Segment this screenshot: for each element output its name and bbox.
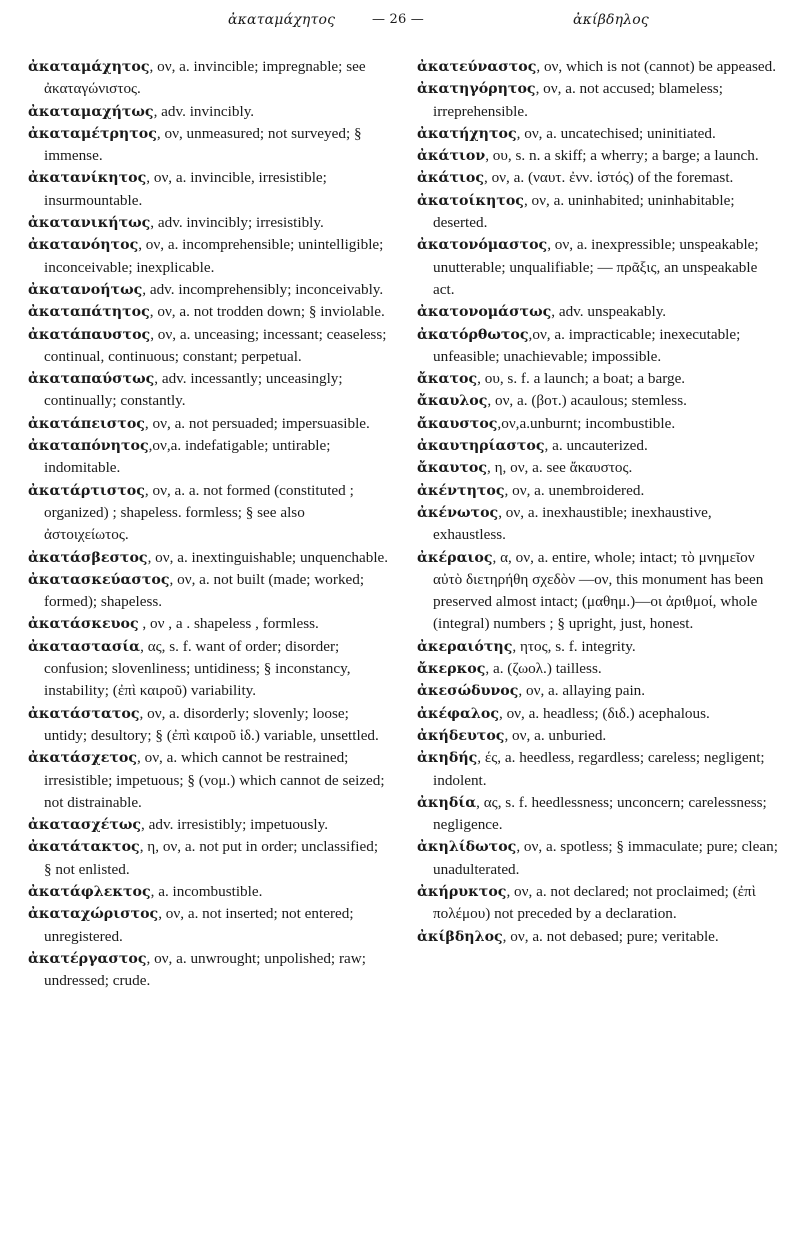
entry-headword: ἀκατάπαυστος xyxy=(28,326,151,343)
right-column xyxy=(417,56,778,992)
entry-definition: ,ον,a.unburnt; incombustible. xyxy=(497,414,676,432)
dictionary-entry xyxy=(417,123,778,145)
entry-definition: , ον, a. a. not formed (constituted ; organized) ; shapeless. formless; § see also ἀστοιχείωτος. xyxy=(44,481,354,544)
entry-definition: , ον, a. incomprehensible; unintelligible; inconceivable; inexplicable. xyxy=(44,236,384,276)
dictionary-entry xyxy=(417,78,778,123)
entry-definition: , ου, s. f. a launch; a boat; a barge. xyxy=(477,370,686,388)
entry-definition: , a. incombustible. xyxy=(150,882,263,900)
entry-headword: ἀκηδής xyxy=(417,750,478,767)
dictionary-entry xyxy=(417,368,778,390)
entry-definition: , ον, a. not debased; pure; veritable. xyxy=(502,927,719,945)
dictionary-entry xyxy=(417,747,778,792)
entry-definition: , ον, a. (βοτ.) acaulous; stemless. xyxy=(487,392,687,410)
entry-definition: , ον, a. inexhaustible; inexhaustive, exhaustless. xyxy=(433,503,712,544)
dictionary-entry xyxy=(417,725,778,747)
entry-definition: , ον, a. unembroidered. xyxy=(504,481,645,499)
entry-headword: ἀκαταπόνητος xyxy=(28,438,149,455)
entry-headword: ἀκατανίκητος xyxy=(28,170,147,187)
entry-headword: ἀκίβδηλος xyxy=(417,928,503,945)
entry-headword: ἀκατασχέτως xyxy=(28,817,142,834)
entry-definition: , ον, a. uncatechised; uninitiated. xyxy=(516,124,716,142)
entry-definition: , ον, a. not inserted; not entered; unregistered. xyxy=(44,905,354,945)
dictionary-entry xyxy=(417,547,778,636)
entry-headword: ἀκατασκεύαστος xyxy=(28,571,170,588)
dictionary-entry xyxy=(417,457,778,479)
entry-headword: ἀκατάσκευος xyxy=(28,616,139,633)
entry-headword: ἄκαυλος xyxy=(417,393,488,410)
dictionary-entry xyxy=(417,792,778,837)
entry-headword: ἀκαυτηρίαστος xyxy=(417,438,545,455)
entry-headword: ἀκηλίδωτος xyxy=(417,839,517,856)
entry-definition: , ον, a. inextinguishable; unquenchable. xyxy=(147,548,389,566)
dictionary-entry xyxy=(28,948,389,993)
entry-definition: , ον, a. (ναυτ. ἐνν. ἱστός) of the foremast. xyxy=(483,169,734,187)
entry-definition: , adv. invincibly. xyxy=(153,102,255,120)
dictionary-entry xyxy=(417,413,778,435)
entry-definition: , ον, a. uninhabited; uninhabitable; deserted. xyxy=(433,191,735,232)
entry-headword: ἀκατέργαστος xyxy=(28,950,147,967)
entry-headword: ἀκατάσχετος xyxy=(28,750,137,767)
entry-headword: ἀκάτιος xyxy=(417,170,484,187)
entry-definition: , ον, unmeasured; not surveyed; § immense. xyxy=(44,124,362,165)
entry-headword: ἀκατανικήτως xyxy=(28,215,151,232)
entry-headword: ἀκαταμέτρητος xyxy=(28,125,157,142)
entry-headword: ἀκατάσβεστος xyxy=(28,549,148,566)
entry-definition: , a. (ζωολ.) tailless. xyxy=(485,660,602,678)
entry-headword: ἀκατονομάστως xyxy=(417,304,552,321)
dictionary-entry xyxy=(28,413,389,435)
entry-headword: ἀκήδευτος xyxy=(417,727,505,744)
entry-definition: , ον, a. spotless; § immaculate; pure; clean; unadulterated. xyxy=(433,838,778,878)
entry-headword: ἄκατος xyxy=(417,371,478,388)
entry-definition: , ον, a. headless; (διδ.) acephalous. xyxy=(498,704,710,722)
entry-headword: ἄκαυτος xyxy=(417,460,487,477)
dictionary-entry xyxy=(28,569,389,614)
dictionary-entry xyxy=(28,636,389,703)
entry-definition: , ον , a . shapeless , formless. xyxy=(138,615,319,633)
dictionary-entry xyxy=(417,190,778,235)
left-column xyxy=(28,56,389,992)
dictionary-entry xyxy=(417,390,778,412)
entry-definition: , ον, a. unwrought; unpolished; raw; undressed; crude. xyxy=(44,949,366,990)
entry-headword: ἄκαυστος xyxy=(417,415,498,432)
entry-definition: , a. uncauterized. xyxy=(544,437,648,455)
entry-definition: , η, ον, a. not put in order; unclassified; § not enlisted. xyxy=(44,838,379,878)
header-left-guideword: ἀκαταμάχητος xyxy=(228,12,336,28)
dictionary-entry xyxy=(28,56,389,101)
entry-headword: ἀκατάρτιστος xyxy=(28,482,145,499)
dictionary-entry xyxy=(417,324,778,369)
entry-definition: , adv. incessantly; unceasingly; continually; constantly. xyxy=(44,370,343,410)
entry-headword: ἀκαταμαχήτως xyxy=(28,103,154,120)
entry-definition: , ον, a. allaying pain. xyxy=(518,682,646,700)
entry-definition: , ον, a. not trodden down; § inviolable. xyxy=(149,303,385,321)
entry-headword: ἀκατηγόρητος xyxy=(417,81,536,98)
dictionary-entry xyxy=(28,301,389,323)
dictionary-entry xyxy=(28,435,389,480)
dictionary-entry xyxy=(417,301,778,323)
dictionary-entry xyxy=(28,234,389,279)
entry-headword: ἀκατάφλεκτος xyxy=(28,883,151,900)
dictionary-entry xyxy=(417,680,778,702)
dictionary-entry xyxy=(28,747,389,814)
dictionary-entry xyxy=(28,279,389,301)
entry-headword: ἀκατάστατος xyxy=(28,705,140,722)
dictionary-entry xyxy=(28,836,389,881)
entry-definition: , ές, a. heedless, regardless; careless; negligent; indolent. xyxy=(433,749,765,789)
entry-definition: , ον, a. unceasing; incessant; ceaseless; continual, continuous; constant; perpetual. xyxy=(44,325,387,365)
dictionary-entry xyxy=(28,101,389,123)
entry-definition: , η, ον, a. see ἄκαυστος. xyxy=(486,459,633,477)
entry-headword: ἀκατάτακτος xyxy=(28,839,140,856)
entry-headword: ἀκάτιον xyxy=(417,148,486,165)
dictionary-entry xyxy=(28,167,389,212)
entry-definition: , ον, a. invincible, irresistible; insurmountable. xyxy=(44,169,327,209)
entry-definition: , ου, s. n. a skiff; a wherry; a barge; a launch. xyxy=(485,147,759,165)
entry-headword: ἀκαταμάχητος xyxy=(28,59,150,75)
dictionary-entry xyxy=(417,502,778,547)
dictionary-entry xyxy=(28,814,389,836)
entry-headword: ἀκηδία xyxy=(417,794,477,811)
dictionary-entry xyxy=(417,703,778,725)
entry-definition: ,ον,a. indefatigable; untirable; indomitable. xyxy=(44,437,331,477)
dictionary-entry xyxy=(417,926,778,948)
dictionary-entry xyxy=(417,658,778,680)
header-right-guideword: ἀκίβδηλος xyxy=(573,12,649,28)
entry-headword: ἀκατάπειστος xyxy=(28,415,145,432)
entry-headword: ἄκερκος xyxy=(417,661,486,678)
entry-headword: ἀκατεύναστος xyxy=(417,59,537,75)
entry-headword: ἀκέφαλος xyxy=(417,705,499,722)
entry-definition: , ον, a. inexpressible; unspeakable; unutterable; unqualifiable; — πρᾶξις, an unspeakable act. xyxy=(433,236,759,298)
entry-headword: ἀκατονόμαστος xyxy=(417,237,548,254)
entry-definition: , ον, a. invincible; impregnable; see ἀκαταγώνιστος. xyxy=(44,58,366,98)
dictionary-entry xyxy=(417,480,778,502)
entry-headword: ἀκένωτος xyxy=(417,504,499,521)
dictionary-entry xyxy=(417,56,778,78)
entry-headword: ἀκατοίκητος xyxy=(417,192,524,209)
dictionary-entry xyxy=(28,123,389,168)
columns xyxy=(28,56,778,992)
entry-definition: , adv. unspeakably. xyxy=(551,303,667,321)
entry-definition: , ας, s. f. heedlessness; unconcern; carelessness; negligence. xyxy=(433,793,767,834)
dictionary-entry xyxy=(28,212,389,234)
page-header xyxy=(28,6,778,34)
page-number: — 26 — xyxy=(371,12,424,27)
dictionary-entry xyxy=(417,636,778,658)
dictionary-entry xyxy=(28,480,389,547)
entry-headword: ἀκεραιότης xyxy=(417,638,513,655)
entry-definition: , ον, a. not persuaded; impersuasible. xyxy=(144,414,370,432)
entry-definition: , α, ον, a. entire, whole; intact; τὸ μνημεῖον αὐτὸ διετηρήθη σχεδὸν —ον, this monument has been preserved almost intact; (μαθημ.)—οι ἀριθμοί, whole (integral) numbers ; § upright, just, honest. xyxy=(433,548,764,633)
entry-definition: , ον, a. disorderly; slovenly; loose; untidy; desultory; § (ἐπὶ καιροῦ ἰδ.) variable, unsettled. xyxy=(44,704,379,744)
entry-headword: ἀκαταπάτητος xyxy=(28,304,150,321)
entry-headword: ἀκαταστασία xyxy=(28,638,141,655)
entry-headword: ἀκεσώδυνος xyxy=(417,683,519,700)
entry-definition: , ητος, s. f. integrity. xyxy=(512,637,636,655)
entry-definition: , adv. incomprehensibly; inconceivably. xyxy=(142,280,384,298)
entry-headword: ἀκέντητος xyxy=(417,482,505,499)
entry-definition: , adv. irresistibly; impetuously. xyxy=(141,816,329,834)
dictionary-entry xyxy=(28,903,389,948)
entry-definition: , ον, a. which cannot be restrained; irresistible; impetuous; § (νομ.) which cannot de seized; not distrainable. xyxy=(44,749,385,811)
entry-definition: , ον, a. not declared; not proclaimed; (ἐπὶ πολέμου) not preceded by a declaration. xyxy=(433,882,756,923)
dictionary-entry xyxy=(28,324,389,369)
entry-headword: ἀκατανόητος xyxy=(28,237,139,254)
entry-definition: ,ον, a. impracticable; inexecutable; unfeasible; unachievable; impossible. xyxy=(433,325,741,365)
dictionary-entry xyxy=(28,547,389,569)
dictionary-entry xyxy=(28,368,389,413)
dictionary-entry xyxy=(28,613,389,635)
entry-definition: , adv. invincibly; irresistibly. xyxy=(150,214,324,232)
entry-definition: , ον, a. not built (made; worked; formed); shapeless. xyxy=(44,570,365,611)
entry-definition: , ον, which is not (cannot) be appeased. xyxy=(536,58,777,75)
entry-headword: ἀκαταχώριστος xyxy=(28,906,159,923)
entry-definition: , ον, a. not accused; blameless; irreprehensible. xyxy=(433,80,723,120)
entry-headword: ἀκέραιος xyxy=(417,549,493,566)
dictionary-entry xyxy=(417,234,778,301)
entry-definition: , ον, a. unburied. xyxy=(504,726,607,744)
dictionary-entry xyxy=(417,145,778,167)
dictionary-entry xyxy=(28,703,389,748)
entry-headword: ἀκήρυκτος xyxy=(417,883,507,900)
entry-headword: ἀκατανοήτως xyxy=(28,281,143,298)
dictionary-entry xyxy=(417,836,778,881)
entry-headword: ἀκατόρθωτος xyxy=(417,326,529,343)
entry-headword: ἀκατήχητος xyxy=(417,125,517,142)
dictionary-entry xyxy=(417,881,778,926)
entry-definition: , ας, s. f. want of order; disorder; confusion; slovenliness; untidiness; § inconstancy, instability; (ἐπὶ καιροῦ) variability. xyxy=(44,637,351,700)
dictionary-entry xyxy=(417,167,778,189)
entry-headword: ἀκαταπαύστως xyxy=(28,371,155,388)
dictionary-entry xyxy=(28,881,389,903)
dictionary-entry xyxy=(417,435,778,457)
